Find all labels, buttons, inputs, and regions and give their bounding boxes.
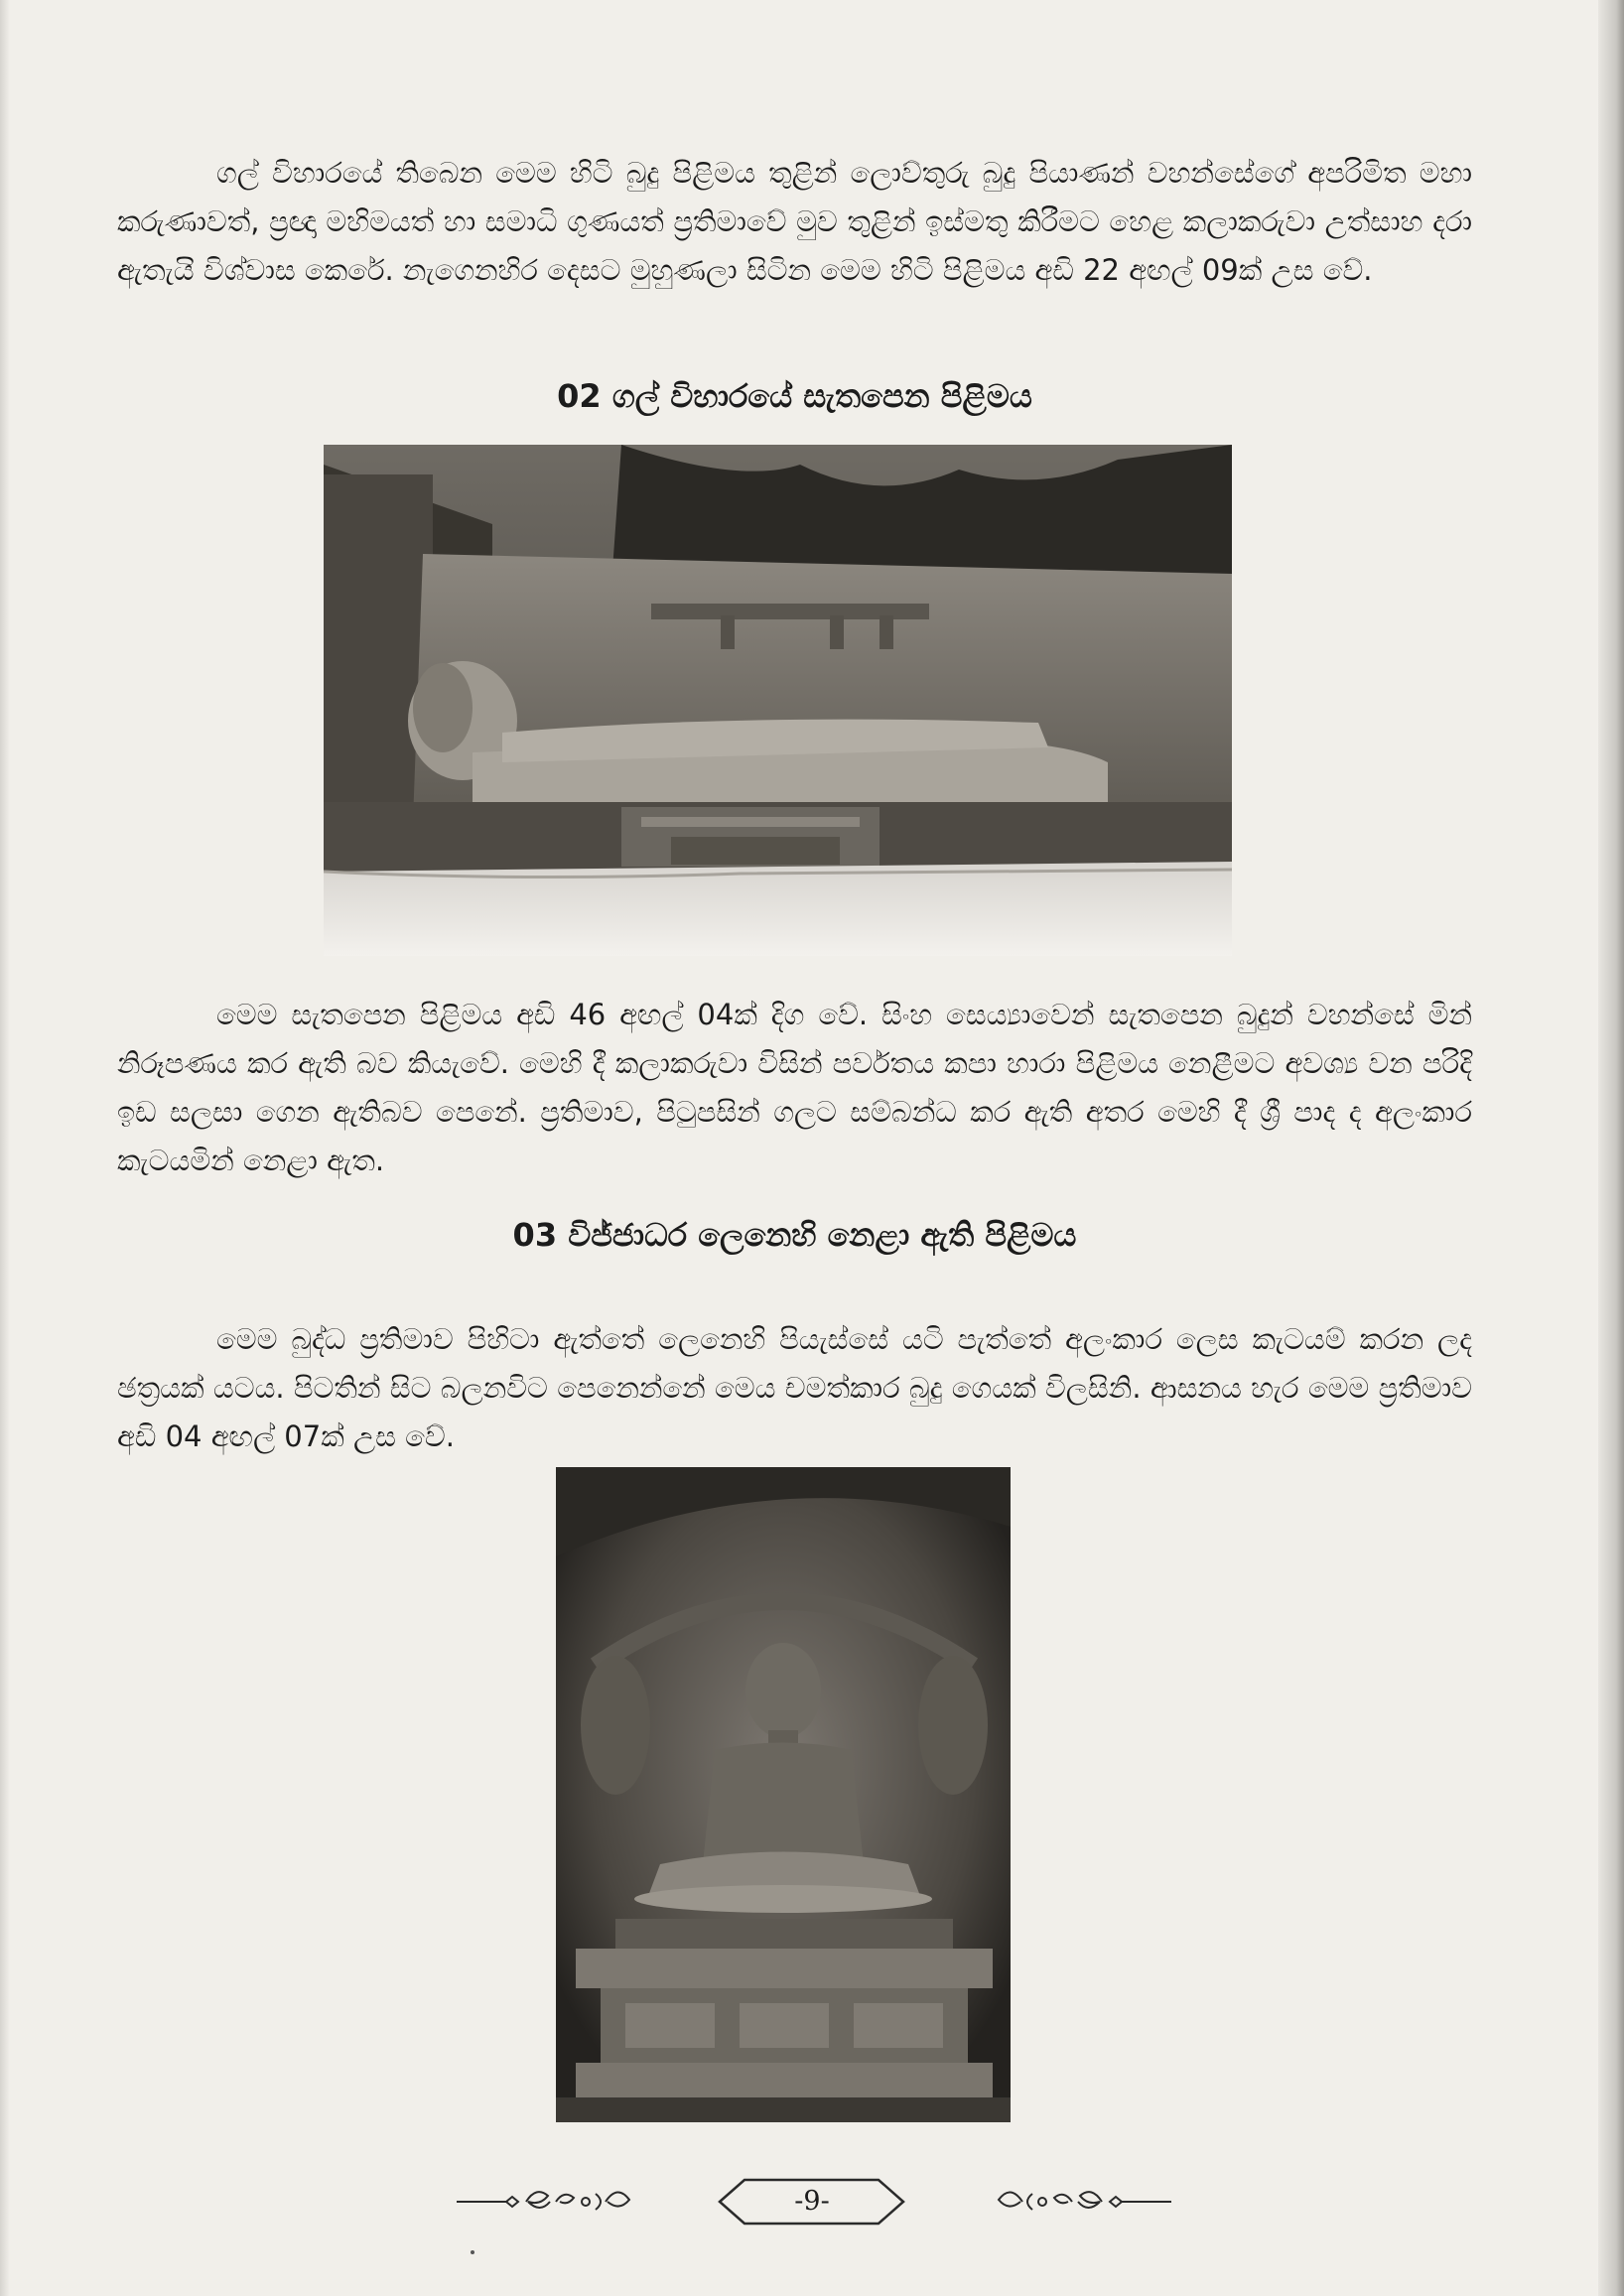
heading-vijjadhara-statue: 03 විජ්ජාධර ලෙනෙහි නෙළා ඇති පිළිමය [512, 1216, 1077, 1254]
scan-speck [471, 2250, 474, 2254]
scan-edge-right [1598, 0, 1624, 2296]
ornament-right-icon [999, 2192, 1171, 2210]
intro-paragraph: ගල් විහාරයේ තිබෙන මෙම හිටි බුදු පිළිමය තුළින් ලොව්තුරු බුදු පියාණන් වහන්සේගේ අපරිමිත මහා කරුණාවත්, ප්‍රඥා මහිමයත් හා සමාධි ගුණයත් ප්‍රතිමාවේ මුව තුළින් ඉස්මතු කිරීමට හෙළ කලාකරුවා උත්සාහ දරා ඇතැයි විශ්වාස කෙරේ. නැගෙනහිර දෙසට මුහුණලා සිටින මෙම හිටි පිළිමය අඩි 22 අඟල් 09ක් උස වේ. [117, 156, 1472, 287]
heading-reclining-statue: 02 ගල් විහාරයේ සැතපෙන පිළිමය [557, 377, 1032, 415]
page-number: -9- [794, 2186, 830, 2217]
seated-buddha-photo [556, 1467, 1011, 2122]
vijjadhara-statue-paragraph: මෙම බුද්ධ ප්‍රතිමාව පිහිටා ඇත්තේ ලෙනෙහි පියැස්සේ යටි පැත්තේ අලංකාර ලෙස කැටයම් කරන ලද ඡත්‍රයක් යටය. පිටතින් සිට බලනවිට පෙනෙන්නේ මෙය චමත්කාර බුදු ගෙයක් විලසිනි. ආසනය හැර මෙම ප්‍රතිමාව අඩි 04 අඟල් 07ක් උස වේ. [117, 1322, 1472, 1453]
reclining-statue-paragraph: මෙම සැතපෙන පිළිමය අඩි 46 අඟල් 04ක් දිග වේ. සිංහ සෙය්‍යාවෙන් සැතපෙන බුදුන් වහන්සේ මින් නිරූපණය කර ඇති බව කියැවේ. මෙහි දී කලාකරුවා විසින් පර්වතය කපා හාරා පිළිමය නෙළීමට අවශ්‍ය වන පරිදි ඉඩ සලසා ගෙන ඇතිබව පෙනේ. ප්‍රතිමාව, පිටුපසින් ගලට සම්බන්ධ කර ඇති අතර මෙහි දී ශ්‍රී පාද ද අලංකාර කැටයමින් නෙළා ඇත. [117, 998, 1472, 1177]
reclining-buddha-photo [324, 445, 1232, 956]
ornament-left-icon [457, 2192, 629, 2210]
page-footer [437, 2172, 1191, 2231]
scan-edge-left [0, 0, 10, 2296]
